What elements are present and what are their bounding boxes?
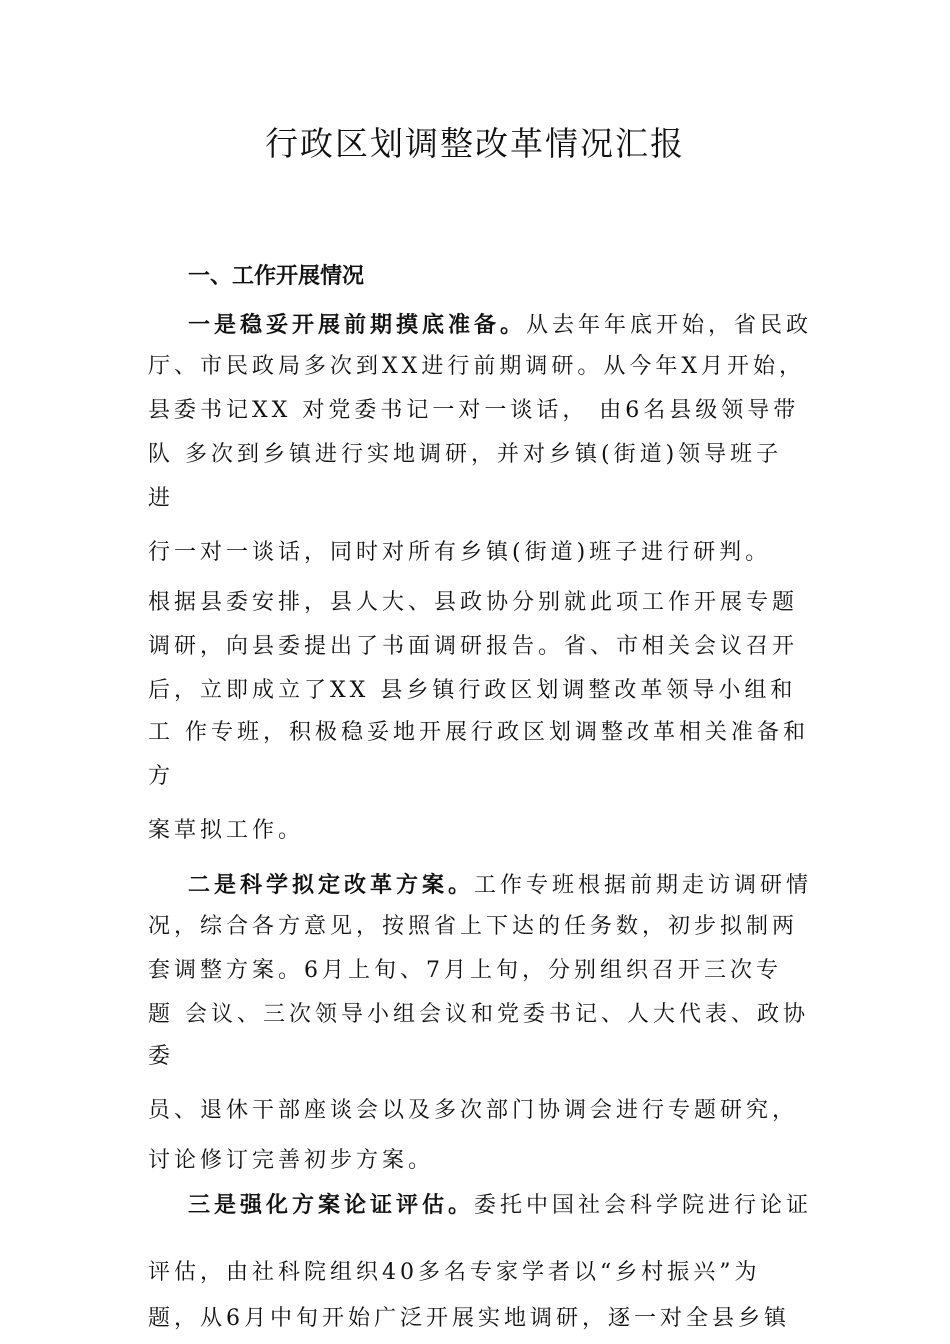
paragraph-1-lead: 一是稳妥开展前期摸底准备。 bbox=[188, 312, 527, 338]
body-line: 况，综合各方意见，按照省上下达的任务数，初步拟制两 bbox=[148, 914, 799, 939]
body-line: 员、退休干部座谈会以及多次部门协调会进行专题研究， bbox=[148, 1098, 799, 1123]
body-line: 委 bbox=[148, 1044, 175, 1069]
body-line: 题，从6月中旬开始广泛开展实地调研，逐一对全县乡镇 bbox=[148, 1306, 790, 1331]
body-line: 评估，由社科院组织40多名专家学者以“乡村振兴”为 bbox=[148, 1260, 761, 1285]
body-line: 调研，向县委提出了书面调研报告。省、市相关会议召开 bbox=[148, 634, 799, 659]
body-line: 后，立即成立了XX 县乡镇行政区划调整改革领导小组和 bbox=[148, 678, 797, 703]
body-line: 进 bbox=[148, 486, 175, 511]
paragraph-2-lead: 二是科学拟定改革方案。 bbox=[188, 872, 475, 898]
body-line: 根据县委安排，县人大、县政协分别就此项工作开展专题 bbox=[148, 590, 799, 615]
body-line: 案草拟工作。 bbox=[148, 818, 305, 843]
paragraph-3-text: 委托中国社会科学院进行论证 bbox=[474, 1193, 813, 1218]
body-line: 工 作专班，积极稳妥地开展行政区划调整改革相关准备和 bbox=[148, 720, 809, 745]
body-line: 队 多次到乡镇进行实地调研，并对乡镇(街道)领导班子 bbox=[148, 442, 783, 467]
paragraph-2-first-line bbox=[188, 870, 812, 901]
body-line: 县委书记XX 对党委书记一对一谈话， 由6名县级领导带 bbox=[148, 398, 800, 423]
document-title: 行政区划调整改革情况汇报 bbox=[265, 124, 685, 163]
paragraph-3-lead: 三是强化方案论证评估。 bbox=[188, 1192, 475, 1218]
section-heading: 一、工作开展情况 bbox=[188, 264, 365, 289]
paragraph-3-first-line bbox=[188, 1190, 812, 1221]
paragraph-1-text: 从去年年底开始，省民政 bbox=[526, 313, 813, 338]
body-line: 厅、市民政局多次到XX进行前期调研。从今年X月开始， bbox=[148, 354, 805, 379]
body-line: 行一对一谈话，同时对所有乡镇(街道)班子进行研判。 bbox=[148, 540, 772, 565]
body-line: 题 会议、三次领导小组会议和党委书记、人大代表、政协 bbox=[148, 1002, 809, 1027]
body-line: 套调整方案。6月上旬、7月上旬，分别组织召开三次专 bbox=[148, 958, 782, 983]
paragraph-1-first-line bbox=[188, 310, 812, 341]
body-line: 讨论修订完善初步方案。 bbox=[148, 1148, 435, 1173]
paragraph-2-text: 工作专班根据前期走访调研情 bbox=[474, 873, 813, 898]
body-line: 方 bbox=[148, 764, 175, 789]
